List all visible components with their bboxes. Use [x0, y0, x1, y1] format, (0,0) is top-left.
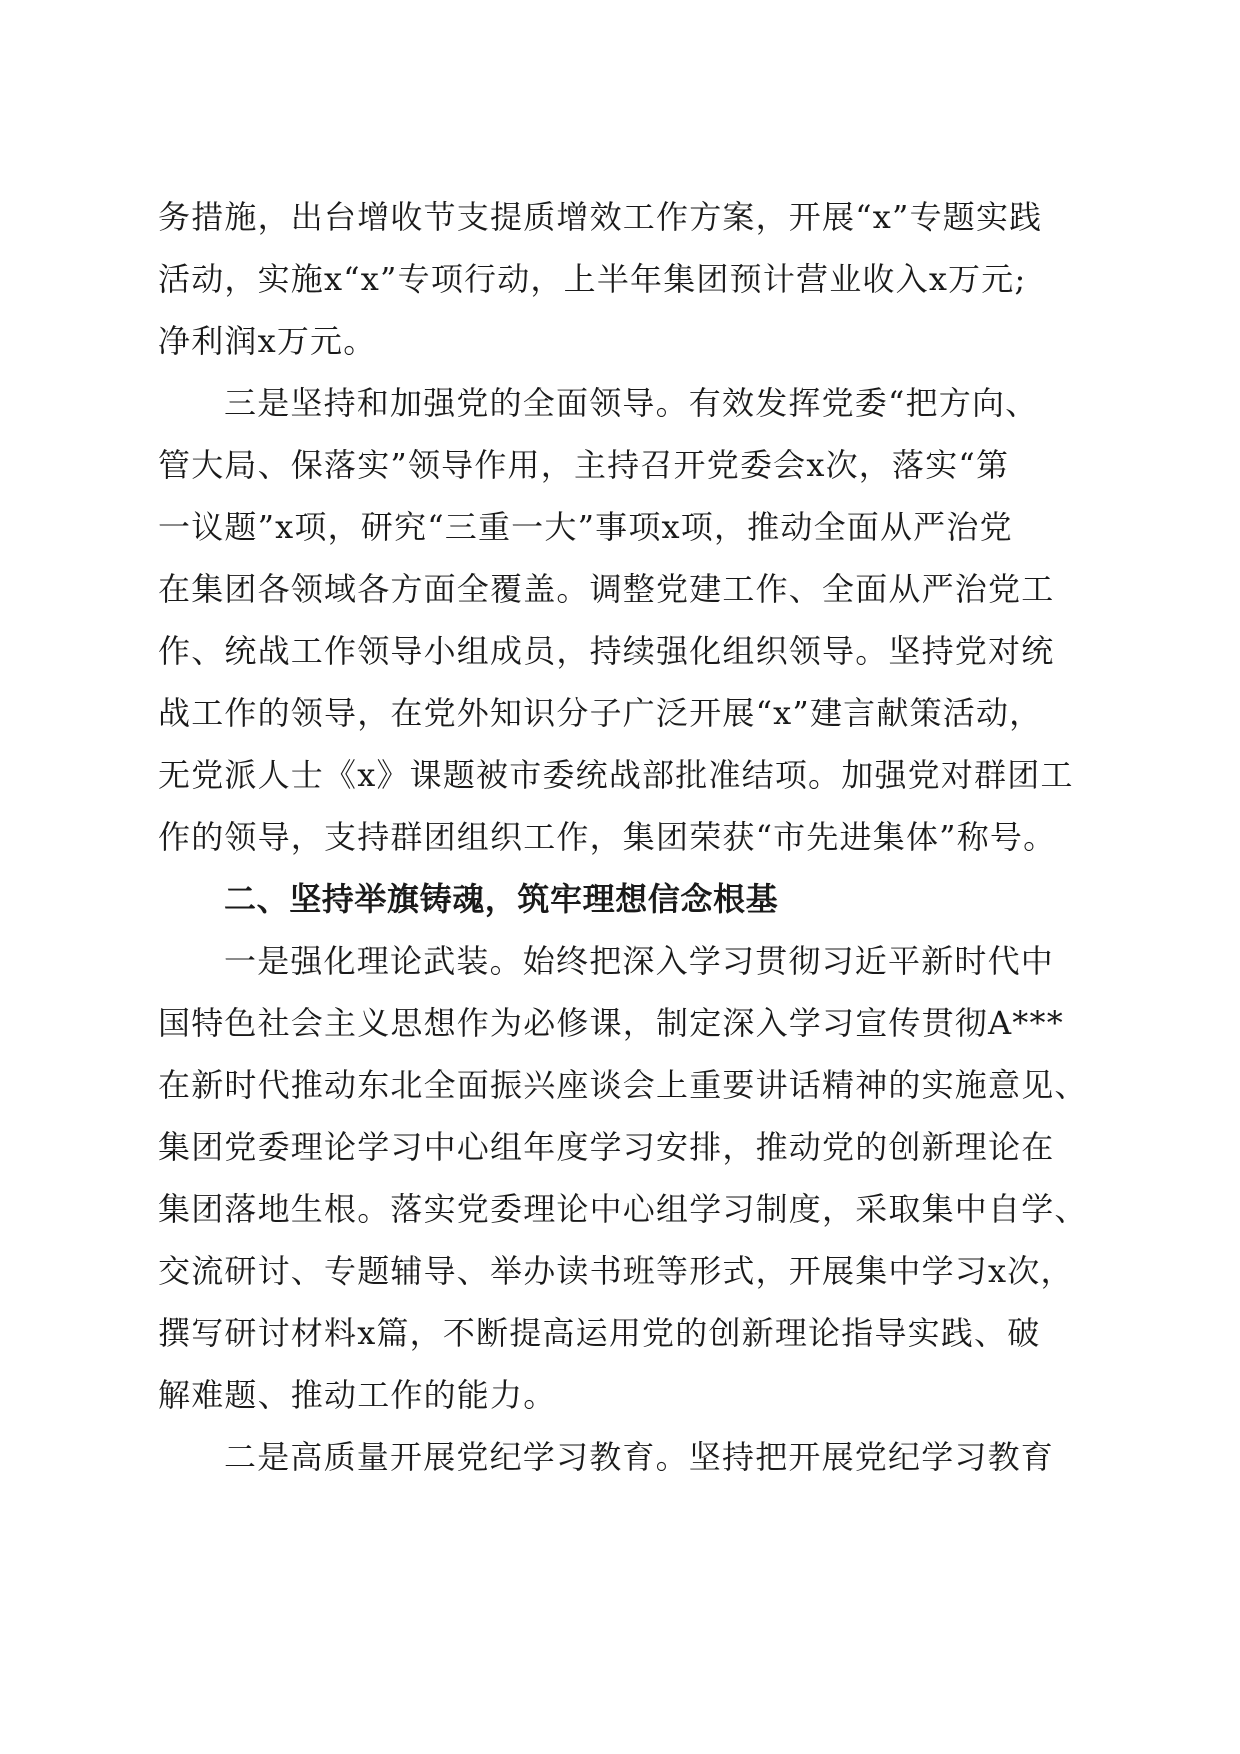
paragraph-theory-study: [158, 930, 1088, 1426]
paragraph-party-leadership: [158, 372, 1078, 868]
text-line: 集团党委理论学习中心组年度学习安排，推动党的创新理论在: [158, 1128, 1055, 1166]
paragraph-revenue-measures: [158, 186, 1078, 372]
text-line: 务措施，出台增收节支提质增效工作方案，开展“x”专题实践: [158, 198, 1043, 236]
text-line: 交流研讨、专题辅导、举办读书班等形式，开展集中学习x次，: [158, 1252, 1074, 1290]
text-line: 一是强化理论武装。始终把深入学习贯彻习近平新时代中: [224, 942, 1055, 980]
text-line: 管大局、保落实”领导作用，主持召开党委会x次，落实“第: [158, 446, 1010, 484]
text-line: 活动，实施x“x”专项行动，上半年集团预计营业收入x万元;: [158, 260, 1027, 298]
document-body: [158, 186, 1088, 1488]
text-line: 解难题、推动工作的能力。: [158, 1376, 557, 1414]
text-line: 二是高质量开展党纪学习教育。坚持把开展党纪学习教育: [224, 1438, 1055, 1476]
text-line: 无党派人士《x》课题被市委统战部批准结项。加强党对群团工: [158, 756, 1074, 794]
text-line: 撰写研讨材料x篇，不断提高运用党的创新理论指导实践、破: [158, 1314, 1041, 1352]
text-line: 集团落地生根。落实党委理论中心组学习制度，采取集中自学、: [158, 1190, 1088, 1228]
section-heading-text: 二、坚持举旗铸魂，筑牢理想信念根基: [224, 880, 779, 918]
text-line: 国特色社会主义思想作为必修课，制定深入学习宣传贯彻A***: [158, 1004, 1064, 1042]
text-line: 在集团各领域各方面全覆盖。调整党建工作、全面从严治党工: [158, 570, 1055, 608]
text-line: 作的领导，支持群团组织工作，集团荣获“市先进集体”称号。: [158, 818, 1057, 856]
text-line: 战工作的领导，在党外知识分子广泛开展“x”建言献策活动，: [158, 694, 1043, 732]
text-line: 一议题”x项，研究“三重一大”事项x项，推动全面从严治党: [158, 508, 1013, 546]
text-line: 三是坚持和加强党的全面领导。有效发挥党委“把方向、: [224, 384, 1039, 422]
text-line: 作、统战工作领导小组成员，持续强化组织领导。坚持党对统: [158, 632, 1055, 670]
section-heading: [158, 868, 1078, 930]
paragraph-discipline-education: [158, 1426, 1078, 1488]
text-line: 在新时代推动东北全面振兴座谈会上重要讲话精神的实施意见、: [158, 1066, 1088, 1104]
text-line: 净利润x万元。: [158, 322, 377, 360]
